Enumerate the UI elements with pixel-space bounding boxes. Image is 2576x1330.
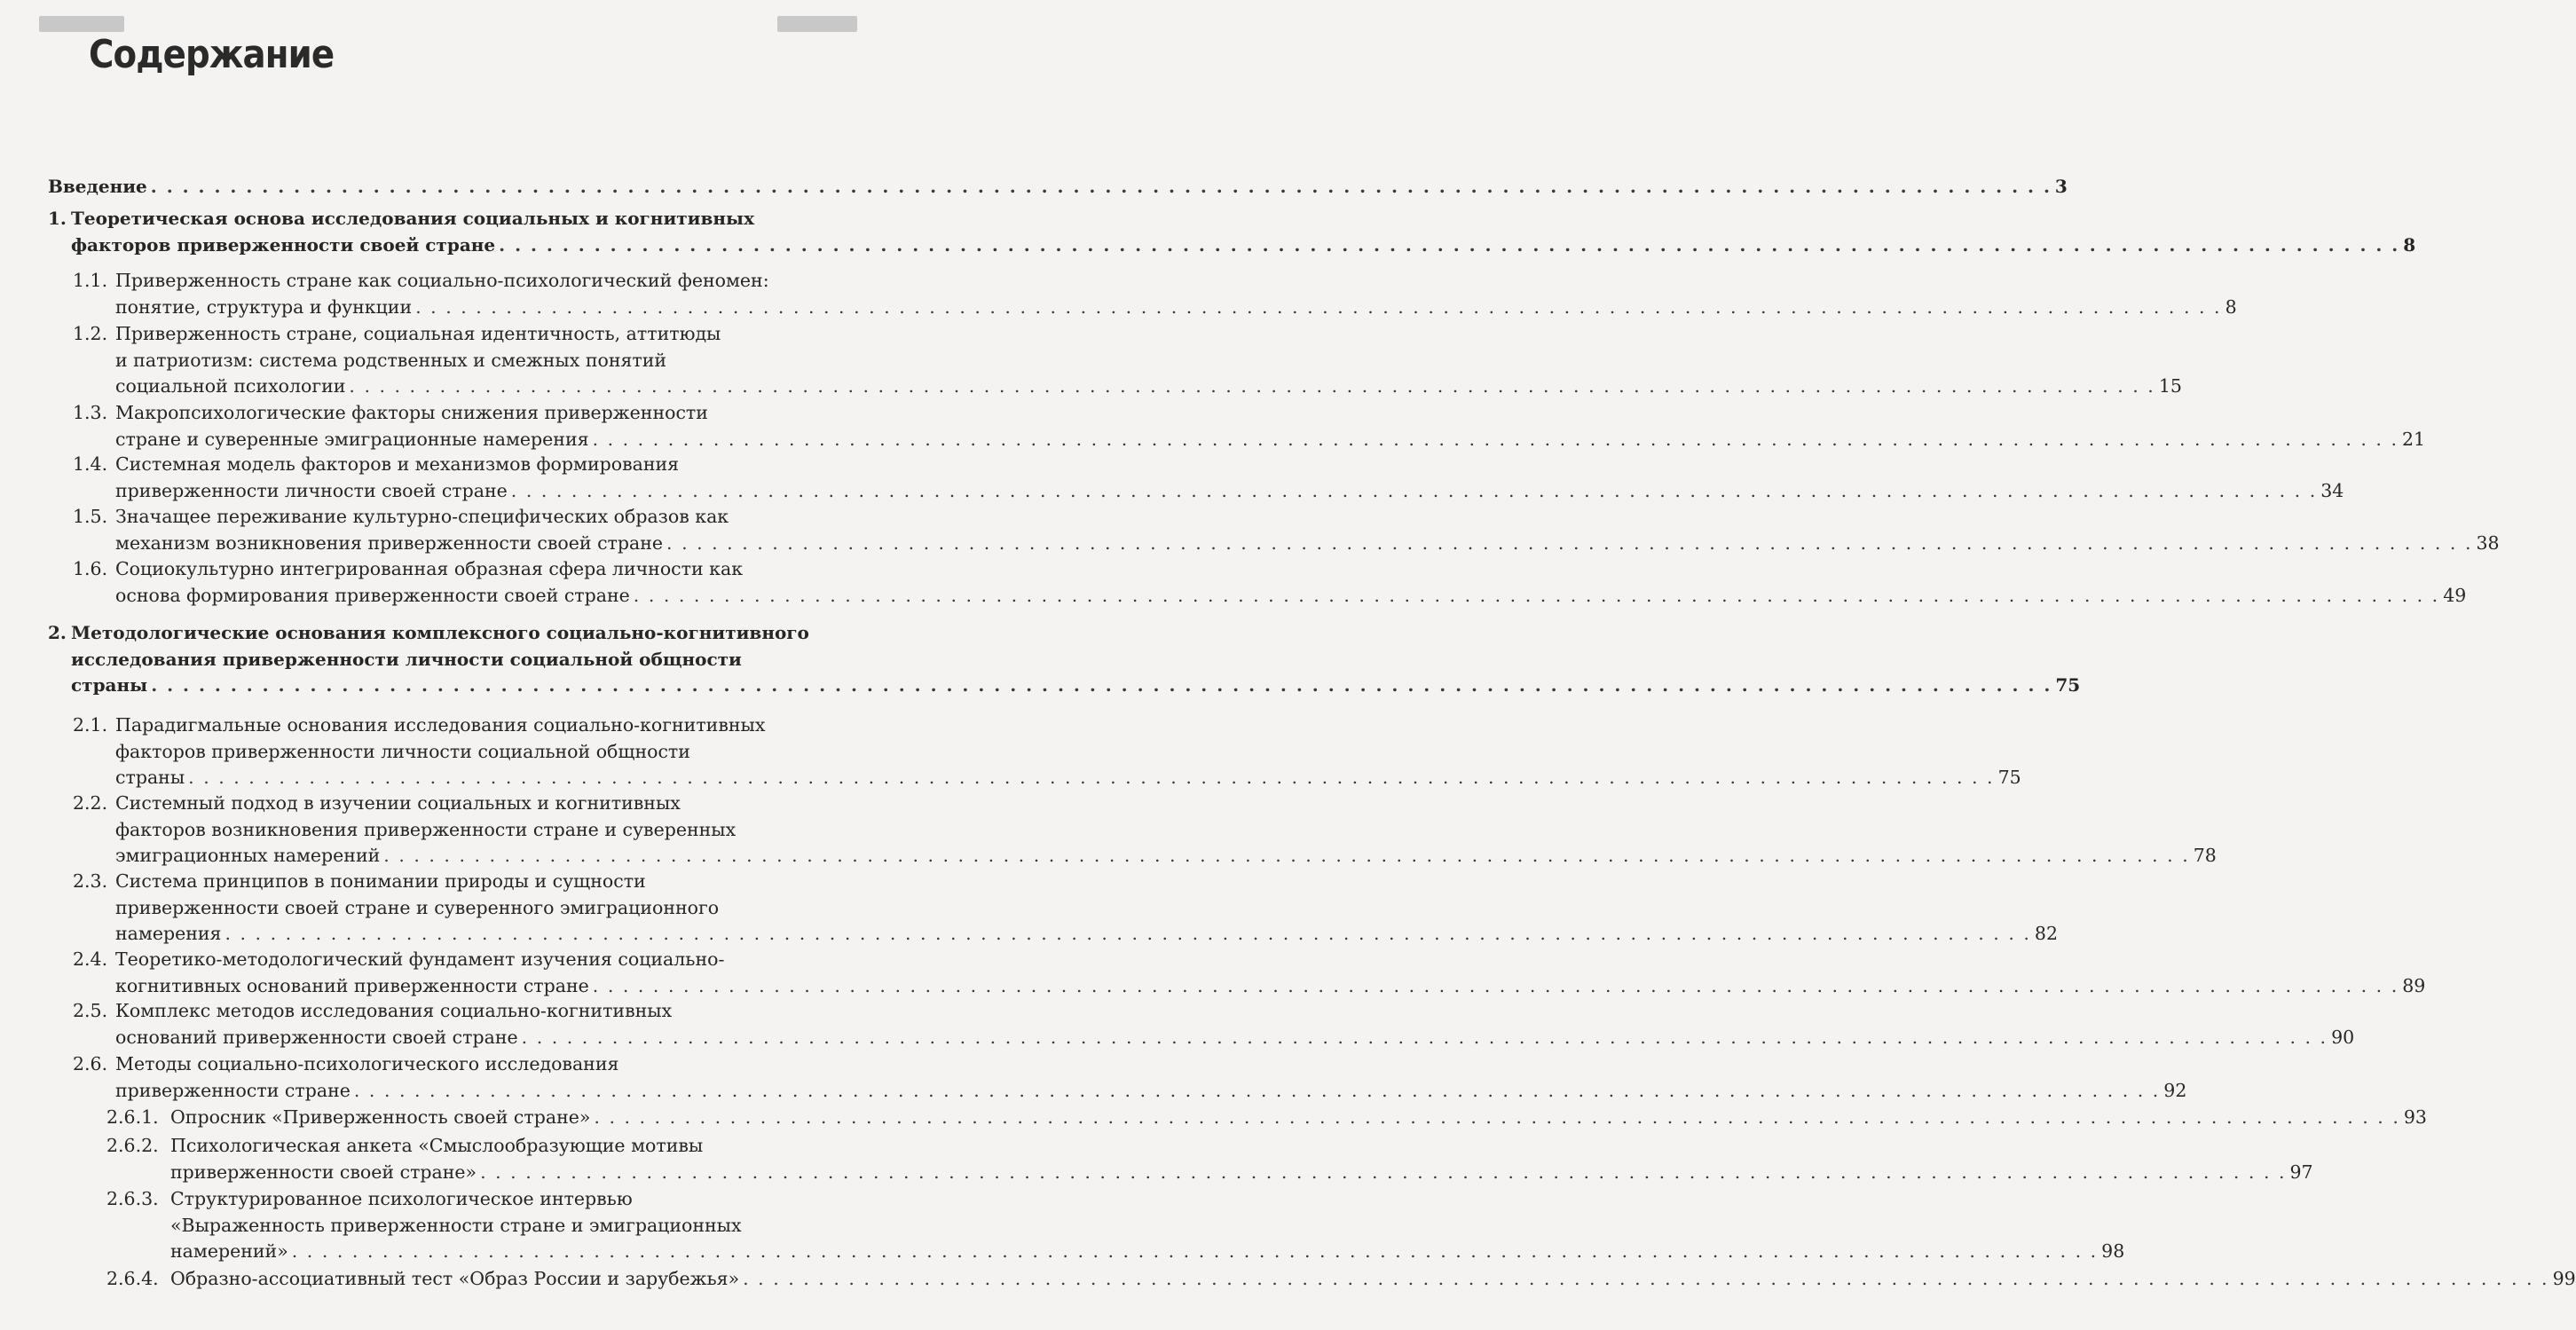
dot-leader: . . . . . . . . . . . . . . . . . . . . . . . . . . . . . . . . . . . . . . . . . . . . . . . . . . . . . . . . . . . . . . . . . . . . . . . . . . . . . . . . . . . . . . . . . . . . . . . . . . . . . . . . . . . . . . . . . . . . . . . .: [743, 1268, 2549, 1289]
toc-entry-title: оснований приверженности своей стране: [115, 1026, 518, 1048]
toc-entry-line: факторов приверженности личности социальной общности: [115, 740, 690, 762]
toc-entry-title: приверженности личности своей стране: [115, 479, 508, 501]
toc-entry-line: Приверженность стране как социально-психологический феномен:: [115, 270, 769, 291]
toc-entry-line: Комплекс методов исследования социально-когнитивных: [115, 1000, 673, 1021]
toc-entry-line: Теоретико-методологический фундамент изучения социально-: [115, 948, 725, 970]
toc-entry-line: факторов возникновения приверженности стране и суверенных: [115, 818, 737, 840]
toc-entry-line: Социокультурно интегрированная образная сфера личности как: [115, 558, 744, 579]
toc-entry-leader-row: [115, 767, 2021, 788]
dot-leader: . . . . . . . . . . . . . . . . . . . . . . . . . . . . . . . . . . . . . . . . . . . . . . . . . . . . . . . . . . . . . . . . . . . . . . . . . . . . . . . . . . . . . . . . . . . . . . . . . . . . . . . . . . . . . . . . . . . . . . . .: [349, 375, 2155, 397]
running-header-mark-left: [39, 16, 124, 32]
dot-leader: . . . . . . . . . . . . . . . . . . . . . . . . . . . . . . . . . . . . . . . . . . . . . . . . . . . . . . . . . . . . . . . . . . . . . . . . . . . . . . . . . . . . . . . . . . . . . . . . . . . . . . . . . . . . . . . . . . . . . . . .: [592, 974, 2399, 996]
toc-entry-leader-row: [115, 584, 2467, 606]
toc-entry-leader-row: [115, 375, 2182, 397]
toc-entry-title: понятие, структура и функции: [115, 295, 413, 318]
toc-entry-line: приверженности своей стране и суверенного эмиграционного: [115, 896, 720, 918]
toc-entry-title: Образно-ассоциативный тест «Образ России и зарубежья»: [170, 1268, 740, 1289]
toc-entry-page-number: 75: [2055, 674, 2081, 696]
toc-entry-page-number: 99: [2552, 1268, 2576, 1289]
toc-entry-number: 2.6.2.: [106, 1135, 159, 1156]
toc-entry-leader-row: [115, 923, 2058, 944]
toc-entry-title: Введение: [48, 176, 147, 197]
toc-entry-title: намерений»: [170, 1240, 288, 1262]
toc-entry-page-number: 38: [2476, 531, 2500, 554]
dot-leader: . . . . . . . . . . . . . . . . . . . . . . . . . . . . . . . . . . . . . . . . . . . . . . . . . . . . . . . . . . . . . . . . . . . . . . . . . . . . . . . . . . . . . . . . . . . . . . . . . . . . . . . . . . . . . . . . . . . . . . . .: [633, 584, 2440, 606]
dot-leader: . . . . . . . . . . . . . . . . . . . . . . . . . . . . . . . . . . . . . . . . . . . . . . . . . . . . . . . . . . . . . . . . . . . . . . . . . . . . . . . . . . . . . . . . . . . . . . . . . . . . . . . . . . . . . . . . . . . . . . . .: [151, 674, 2052, 696]
dot-leader: . . . . . . . . . . . . . . . . . . . . . . . . . . . . . . . . . . . . . . . . . . . . . . . . . . . . . . . . . . . . . . . . . . . . . . . . . . . . . . . . . . . . . . . . . . . . . . . . . . . . . . . . . . . . . . . . . . . . . . . .: [150, 176, 2052, 197]
toc-entry-line: Системный подход в изучении социальных и когнитивных: [115, 792, 681, 814]
toc-entry-number: 2.6.4.: [106, 1268, 159, 1289]
dot-leader: . . . . . . . . . . . . . . . . . . . . . . . . . . . . . . . . . . . . . . . . . . . . . . . . . . . . . . . . . . . . . . . . . . . . . . . . . . . . . . . . . . . . . . . . . . . . . . . . . . . . . . . . . . . . . . . . . . . . . . . .: [415, 295, 2222, 318]
dot-leader: . . . . . . . . . . . . . . . . . . . . . . . . . . . . . . . . . . . . . . . . . . . . . . . . . . . . . . . . . . . . . . . . . . . . . . . . . . . . . . . . . . . . . . . . . . . . . . . . . . . . . . . . . . . . . . . . . . . . . . . .: [383, 845, 2190, 866]
toc-entry-title: стране и суверенные эмиграционные намерения: [115, 428, 589, 450]
toc-entry-title: основа формирования приверженности своей стране: [115, 584, 630, 606]
toc-entry-leader-row: [115, 1079, 2187, 1101]
toc-entry-line: и патриотизм: система родственных и смежных понятий: [115, 349, 667, 371]
toc-entry-title: когнитивных оснований приверженности стране: [115, 974, 589, 996]
toc-entry-number: 1.2.: [73, 323, 108, 344]
toc-entry-title: факторов приверженности своей стране: [71, 233, 496, 256]
toc-entry-page-number: 92: [2163, 1079, 2187, 1101]
toc-entry-page-number: 78: [2193, 845, 2217, 866]
toc-entry-leader-row: [115, 428, 2426, 450]
toc-entry-leader-row: [170, 1161, 2313, 1183]
toc-entry-leader-row: [71, 674, 2081, 696]
toc-entry-page-number: 98: [2101, 1240, 2125, 1262]
toc-entry-line: Значащее переживание культурно-специфических образов как: [115, 506, 729, 527]
toc-entry-page-number: 82: [2034, 923, 2058, 944]
toc-entry-line: Методы социально-психологического исследования: [115, 1053, 619, 1074]
toc-entry-leader-row: [170, 1240, 2125, 1262]
toc-entry-leader-row: [170, 1106, 2427, 1128]
toc-entry-page-number: 3: [2054, 176, 2068, 197]
toc-entry-number: 2.6.3.: [106, 1188, 159, 1209]
toc-entry-number: 2.2.: [73, 792, 108, 814]
toc-entry-number: 1.6.: [73, 558, 108, 579]
toc-entry-leader-row: [71, 233, 2416, 256]
toc-entry-number: 2.6.: [73, 1053, 108, 1074]
toc-entry-page-number: 8: [2403, 233, 2416, 256]
toc-entry-page-number: 75: [1997, 767, 2021, 788]
toc-entry-number: 1.3.: [73, 402, 108, 423]
toc-entry-number: 1.5.: [73, 506, 108, 527]
toc-entry-number: 1.4.: [73, 453, 108, 475]
toc-entry-page-number: 90: [2331, 1026, 2355, 1048]
toc-entry-line: Психологическая анкета «Смыслообразующие мотивы: [170, 1135, 704, 1156]
toc-entry-page-number: 34: [2320, 479, 2344, 501]
toc-entry-line: Теоретическая основа исследования социальных и когнитивных: [71, 208, 755, 229]
toc-entry-title: социальной психологии: [115, 375, 346, 397]
toc-entry-leader-row: [115, 531, 2500, 554]
dot-leader: . . . . . . . . . . . . . . . . . . . . . . . . . . . . . . . . . . . . . . . . . . . . . . . . . . . . . . . . . . . . . . . . . . . . . . . . . . . . . . . . . . . . . . . . . . . . . . . . . . . . . . . . . . . . . . . . . . . . . . . .: [521, 1026, 2328, 1048]
toc-entry-number: 2.3.: [73, 870, 108, 892]
toc-entry-leader-row: [115, 295, 2237, 318]
dot-leader: . . . . . . . . . . . . . . . . . . . . . . . . . . . . . . . . . . . . . . . . . . . . . . . . . . . . . . . . . . . . . . . . . . . . . . . . . . . . . . . . . . . . . . . . . . . . . . . . . . . . . . . . . . . . . . . . . . . . . . . .: [480, 1161, 2287, 1183]
dot-leader: . . . . . . . . . . . . . . . . . . . . . . . . . . . . . . . . . . . . . . . . . . . . . . . . . . . . . . . . . . . . . . . . . . . . . . . . . . . . . . . . . . . . . . . . . . . . . . . . . . . . . . . . . . . . . . . . . . . . . . . .: [353, 1079, 2161, 1101]
toc-entry-title: механизм возникновения приверженности своей стране: [115, 531, 664, 554]
toc-entry-title: намерения: [115, 923, 222, 944]
toc-entry-title: Опросник «Приверженность своей стране»: [170, 1106, 591, 1128]
toc-entry-page-number: 49: [2443, 584, 2467, 606]
toc-entry-number: 2.: [48, 622, 67, 643]
toc-entry-title: страны: [71, 674, 148, 696]
dot-leader: . . . . . . . . . . . . . . . . . . . . . . . . . . . . . . . . . . . . . . . . . . . . . . . . . . . . . . . . . . . . . . . . . . . . . . . . . . . . . . . . . . . . . . . . . . . . . . . . . . . . . . . . . . . . . . . . . . . . . . . .: [510, 479, 2318, 501]
running-header-mark-right: [777, 16, 857, 32]
toc-entry-title: страны: [115, 767, 185, 788]
toc-entry-number: 2.4.: [73, 948, 108, 970]
toc-entry-page-number: 21: [2401, 428, 2426, 450]
toc-entry-line: Методологические основания комплексного социально-когнитивного: [71, 622, 809, 643]
page-title: Содержание: [89, 32, 335, 77]
dot-leader: . . . . . . . . . . . . . . . . . . . . . . . . . . . . . . . . . . . . . . . . . . . . . . . . . . . . . . . . . . . . . . . . . . . . . . . . . . . . . . . . . . . . . . . . . . . . . . . . . . . . . . . . . . . . . . . . . . . . . . . .: [188, 767, 1995, 788]
dot-leader: . . . . . . . . . . . . . . . . . . . . . . . . . . . . . . . . . . . . . . . . . . . . . . . . . . . . . . . . . . . . . . . . . . . . . . . . . . . . . . . . . . . . . . . . . . . . . . . . . . . . . . . . . . . . . . . . . . . . . . . .: [291, 1240, 2099, 1262]
toc-entry-title: эмиграционных намерений: [115, 845, 381, 866]
toc-entry-page-number: 15: [2158, 375, 2182, 397]
toc-entry-leader-row: [115, 974, 2426, 996]
dot-leader: . . . . . . . . . . . . . . . . . . . . . . . . . . . . . . . . . . . . . . . . . . . . . . . . . . . . . . . . . . . . . . . . . . . . . . . . . . . . . . . . . . . . . . . . . . . . . . . . . . . . . . . . . . . . . . . . . . . . . . . .: [499, 233, 2400, 256]
toc-entry-line: Структурированное психологическое интервью: [170, 1188, 633, 1209]
toc-entry-line: Макропсихологические факторы снижения приверженности: [115, 402, 708, 423]
toc-entry-line: Система принципов в понимании природы и сущности: [115, 870, 646, 892]
toc-entry-page-number: 8: [2225, 295, 2237, 318]
dot-leader: . . . . . . . . . . . . . . . . . . . . . . . . . . . . . . . . . . . . . . . . . . . . . . . . . . . . . . . . . . . . . . . . . . . . . . . . . . . . . . . . . . . . . . . . . . . . . . . . . . . . . . . . . . . . . . . . . . . . . . . .: [666, 531, 2473, 554]
dot-leader: . . . . . . . . . . . . . . . . . . . . . . . . . . . . . . . . . . . . . . . . . . . . . . . . . . . . . . . . . . . . . . . . . . . . . . . . . . . . . . . . . . . . . . . . . . . . . . . . . . . . . . . . . . . . . . . . . . . . . . . .: [225, 923, 2031, 944]
toc-entry-leader-row: [115, 1026, 2355, 1048]
toc-entry-leader-row: [170, 1268, 2576, 1289]
toc-entry-number: 2.6.1.: [106, 1106, 159, 1128]
toc-entry-line: Приверженность стране, социальная идентичность, аттитюды: [115, 323, 721, 344]
toc-entry-leader-row: [115, 479, 2344, 501]
toc-entry-page-number: 93: [2403, 1106, 2427, 1128]
toc-entry-leader-row: [48, 176, 2068, 197]
dot-leader: . . . . . . . . . . . . . . . . . . . . . . . . . . . . . . . . . . . . . . . . . . . . . . . . . . . . . . . . . . . . . . . . . . . . . . . . . . . . . . . . . . . . . . . . . . . . . . . . . . . . . . . . . . . . . . . . . . . . . . . .: [592, 428, 2399, 450]
toc-entry-page-number: 89: [2402, 974, 2426, 996]
toc-entry-title: приверженности стране: [115, 1079, 351, 1101]
toc-entry-leader-row: [115, 845, 2217, 866]
toc-entry-line: исследования приверженности личности социальной общности: [71, 648, 742, 670]
toc-entry-line: Парадигмальные основания исследования социально-когнитивных: [115, 714, 766, 736]
toc-entry-number: 1.1.: [73, 270, 108, 291]
toc-entry-page-number: 97: [2289, 1161, 2313, 1183]
dot-leader: . . . . . . . . . . . . . . . . . . . . . . . . . . . . . . . . . . . . . . . . . . . . . . . . . . . . . . . . . . . . . . . . . . . . . . . . . . . . . . . . . . . . . . . . . . . . . . . . . . . . . . . . . . . . . . . . . . . . . . . .: [594, 1106, 2400, 1128]
toc-entry-number: 2.5.: [73, 1000, 108, 1021]
toc-entry-number: 2.1.: [73, 714, 108, 736]
toc-entry-line: «Выраженность приверженности стране и эмиграционных: [170, 1214, 742, 1236]
toc-entry-line: Системная модель факторов и механизмов формирования: [115, 453, 680, 475]
toc-entry-title: приверженности своей стране»: [170, 1161, 477, 1183]
toc-entry-number: 1.: [48, 208, 67, 229]
